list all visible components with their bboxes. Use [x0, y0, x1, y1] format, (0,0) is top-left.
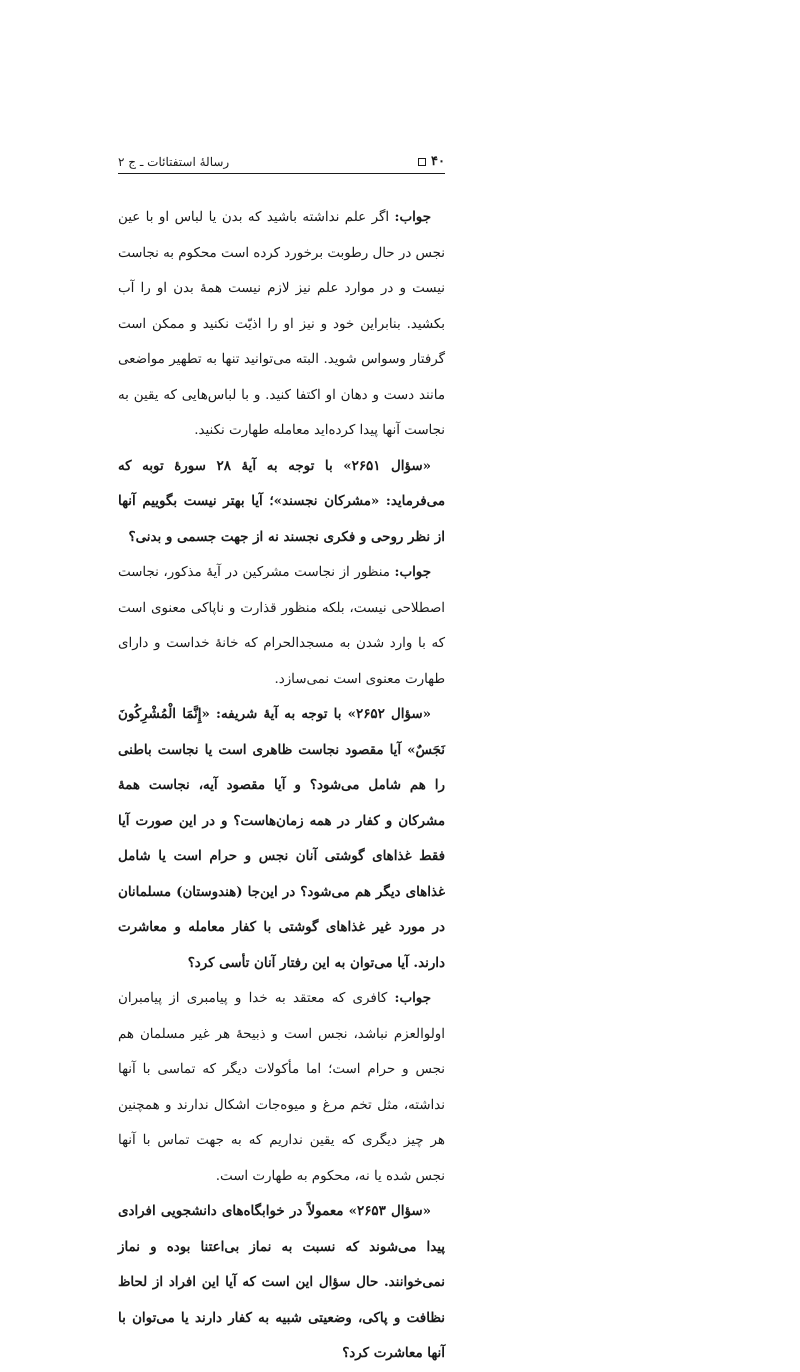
square-icon	[418, 158, 426, 166]
answer-text: اگر علم نداشته باشید که بدن یا لباس او با عین نجس در حال رطوبت برخورد کرده است محکوم به نجاست نیست و در موارد علم نیز لازم نیست همهٔ بدن او را آب بکشید. بنابراین خود و نیز او را اذیّت نکنید و ممکن است گرفتار وسواس شوید. البته می‌توانید تنها به تطهیر مواضعی مانند دست و دهان او اکتفا کنید. و با لباس‌هایی که یقین به نجاست آنها پیدا کرده‌اید معامله طهارت نکنید.	[118, 210, 445, 438]
answer-lead: جواب:	[394, 564, 431, 580]
book-title: رسالۀ استفتائات ـ ج ۲	[118, 155, 230, 169]
answer-paragraph	[118, 200, 445, 449]
page-number: ۴۰	[431, 154, 445, 169]
answer-text: کافری که معتقد به خدا و پیامبری از پیامبران اولوالعزم نباشد، نجس است و ذبیحهٔ هر غیر مسلمان هم نجس و حرام است؛ اما مأکولات دیگر که تماسی با آنها نداشته، مثل تخم مرغ و میوه‌جات اشکال ندارند و همچنین هر چیز دیگری که یقین نداریم که به جهت تماس با آنها نجس شده یا نه، محکوم به طهارت است.	[118, 991, 445, 1184]
answer-paragraph	[118, 555, 445, 697]
page-number-block	[418, 154, 445, 169]
question-paragraph: «سؤال ۲۶۵۲» با توجه به آیهٔ شریفه: «إِنَّمَا الْمُشْرِكُونَ نَجَسٌ» آیا مقصود نجاست ظاهری است یا نجاست باطنی را هم شامل می‌شود؟ و آیا مقصود آیه، نجاست همهٔ مشرکان و کفار در همه زمان‌هاست؟ و در این صورت آیا فقط غذاهای گوشتی آنان نجس و حرام است یا شامل غذاهای دیگر هم می‌شود؟ در این‌جا (هندوستان) مسلمانان در مورد غیر غذاهای گوشتی با کفار معامله و معاشرت دارند. آیا می‌توان به این رفتار آنان تأسی کرد؟	[118, 706, 445, 971]
question-paragraph: «سؤال ۲۶۵۳» معمولاً در خوابگاه‌های دانشجویی افرادی پیدا می‌شوند که نسبت به نماز بی‌اعتنا بوده و نماز نمی‌خوانند. حال سؤال این است که آیا این افراد از لحاظ نظافت و پاکی، وضعیتی شبیه به کفار دارند یا می‌توان با آنها معاشرت کرد؟	[118, 1203, 445, 1361]
running-header	[118, 146, 445, 174]
answer-lead: جواب:	[394, 209, 431, 225]
answer-lead: جواب:	[394, 990, 431, 1006]
answer-paragraph	[118, 981, 445, 1194]
answer-text: منظور از نجاست مشرکین در آیهٔ مذکور، نجاست اصطلاحی نیست، بلکه منظور قذارت و ناپاکی معنوی است که با وارد شدن به مسجدالحرام که خانهٔ خداست و دارای طهارت معنوی است نمی‌سازد.	[118, 565, 445, 687]
body-text	[118, 200, 445, 1372]
question-paragraph: «سؤال ۲۶۵۱» با توجه به آیهٔ ۲۸ سورهٔ توبه که می‌فرماید: «مشرکان نجسند»؛ آیا بهتر نیست بگوییم آنها از نظر روحی و فکری نجسند نه از جهت جسمی و بدنی؟	[118, 457, 445, 545]
